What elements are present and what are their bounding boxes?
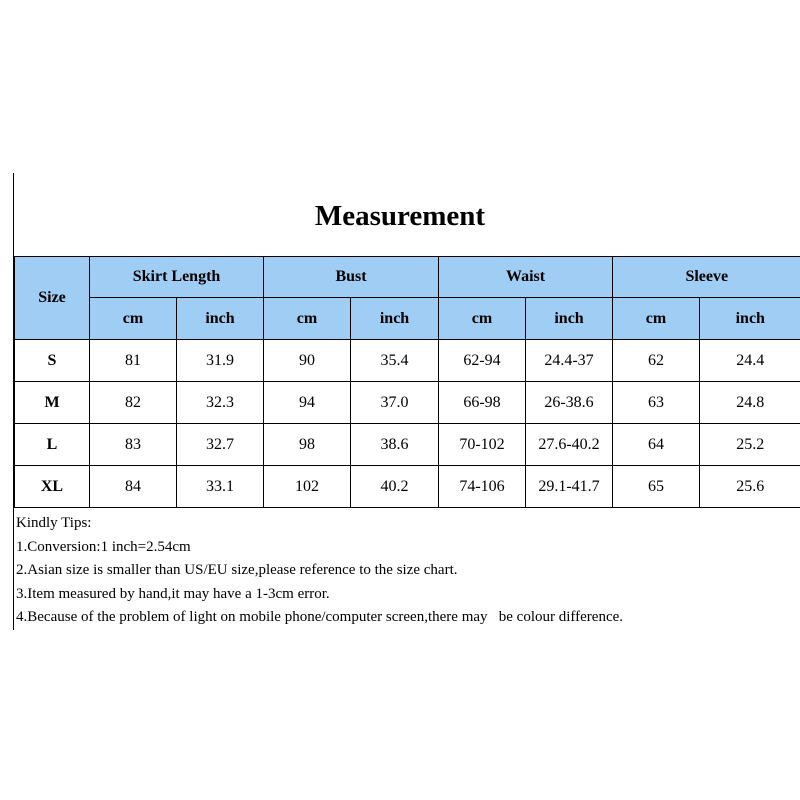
unit-header: cm: [90, 298, 177, 340]
table-cell: 24.4-37: [526, 340, 613, 382]
table-cell: 33.1: [177, 466, 264, 508]
table-cell: 102: [264, 466, 351, 508]
table-cell: 32.7: [177, 424, 264, 466]
unit-header: inch: [526, 298, 613, 340]
table-cell: 25.2: [700, 424, 800, 466]
table-cell: 27.6-40.2: [526, 424, 613, 466]
table-cell: 38.6: [351, 424, 439, 466]
waist-header: Waist: [439, 257, 613, 298]
table-cell: 24.8: [700, 382, 800, 424]
table-cell: 82: [90, 382, 177, 424]
table-cell: 40.2: [351, 466, 439, 508]
size-column-header: Size: [15, 257, 90, 340]
table-cell: 24.4: [700, 340, 800, 382]
size-cell: L: [15, 424, 90, 466]
table-cell: 81: [90, 340, 177, 382]
table-cell: 29.1-41.7: [526, 466, 613, 508]
size-cell: XL: [15, 466, 90, 508]
unit-header: inch: [177, 298, 264, 340]
table-cell: 35.4: [351, 340, 439, 382]
bust-header: Bust: [264, 257, 439, 298]
tip-item: 2.Asian size is smaller than US/EU size,please reference to the size chart.: [16, 562, 458, 578]
table-cell: 74-106: [439, 466, 526, 508]
tip-item: 1.Conversion:1 inch=2.54cm: [16, 538, 191, 555]
table-cell: 31.9: [177, 340, 264, 382]
table-cell: 62: [613, 340, 700, 382]
table-cell: 65: [613, 466, 700, 508]
table-cell: 62-94: [439, 340, 526, 382]
table-cell: 66-98: [439, 382, 526, 424]
table-cell: 32.3: [177, 382, 264, 424]
table-row: [15, 382, 800, 424]
sleeve-header: Sleeve: [613, 257, 800, 298]
table-cell: 25.6: [700, 466, 800, 508]
table-cell: 94: [264, 382, 351, 424]
unit-header: cm: [439, 298, 526, 340]
tips-heading: Kindly Tips:: [16, 515, 92, 531]
unit-header: cm: [613, 298, 700, 340]
kindly-tips: [16, 512, 623, 630]
table-cell: 84: [90, 466, 177, 508]
table-cell: 83: [90, 424, 177, 466]
table-header-row: [15, 257, 800, 298]
page-title: Measurement: [314, 200, 486, 232]
table-cell: 37.0: [351, 382, 439, 424]
table-cell: 63: [613, 382, 700, 424]
table-row: [15, 340, 800, 382]
table-row: [15, 424, 800, 466]
tip-item: 3.Item measured by hand,it may have a 1-3cm error.: [16, 585, 330, 602]
table-cell: 70-102: [439, 424, 526, 466]
tip-item: 4.Because of the problem of light on mobile phone/computer screen,there may be colour difference.: [16, 609, 624, 625]
table-cell: 90: [264, 340, 351, 382]
table-unit-row: [15, 298, 800, 340]
unit-header: inch: [700, 298, 800, 340]
table-cell: 64: [613, 424, 700, 466]
skirt-length-header: Skirt Length: [90, 257, 264, 298]
table-cell: 26-38.6: [526, 382, 613, 424]
unit-header: cm: [264, 298, 351, 340]
table-row: [15, 466, 800, 508]
size-cell: M: [15, 382, 90, 424]
table-cell: 98: [264, 424, 351, 466]
unit-header: inch: [351, 298, 439, 340]
size-chart-table: [14, 256, 800, 508]
size-cell: S: [15, 340, 90, 382]
